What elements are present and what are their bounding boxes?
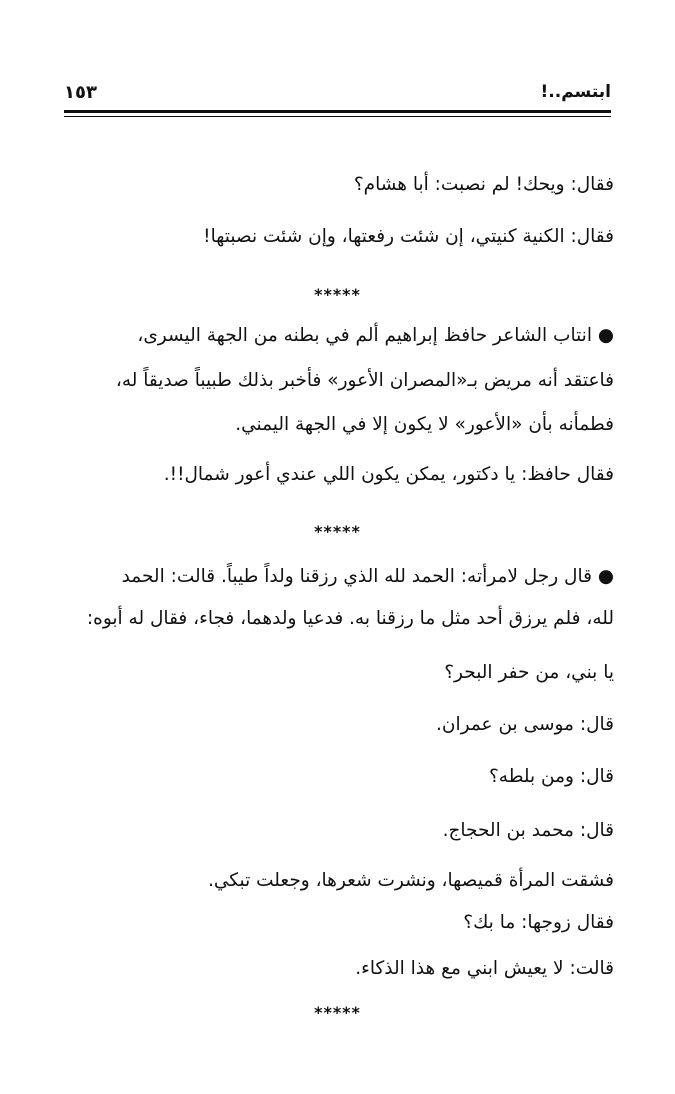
section-separator: ***** [314, 522, 361, 541]
text-line: قال: محمد بن الحجاج. [442, 820, 614, 841]
text-line: فقال: ويحك! لم نصبت: أبا هشام؟ [353, 174, 614, 195]
header-rule-thick [64, 110, 611, 113]
header-rule-thin [64, 116, 611, 117]
text-line: لله، فلم يرزق أحد مثل ما رزقنا به. فدعيا ولدهما، فجاء، فقال له أبوه: [86, 608, 614, 629]
text-line: فطمأنه بأن «الأعور» لا يكون إلا في الجهة اليمني. [235, 414, 614, 435]
text-line: ● انتاب الشاعر حافظ إبراهيم ألم في بطنه من الجهة اليسرى، [137, 325, 614, 346]
text-line: فشقت المرأة قميصها، ونشرت شعرها، وجعلت تبكي. [207, 870, 614, 891]
section-separator: ***** [314, 1003, 361, 1022]
text-line: فقال: الكنية كنيتي، إن شئت رفعتها، وإن شئت نصبتها! [203, 226, 614, 247]
text-line: قال: موسى بن عمران. [436, 714, 614, 735]
page-number: ١٥٣ [64, 82, 97, 103]
running-header [64, 82, 611, 108]
text-line: ● قال رجل لامرأته: الحمد لله الذي رزقنا ولداً طيباً. قالت: الحمد [121, 566, 614, 587]
text-line: قال: ومن بلطه؟ [488, 766, 614, 787]
text-line: فقال زوجها: ما بك؟ [463, 912, 614, 933]
running-title: ابتسم..! [540, 82, 611, 102]
text-line: يا بني، من حفر البحر؟ [444, 662, 614, 683]
text-line: فاعتقد أنه مريض بـ«المصران الأعور» فأخبر بذلك طبيباً صديقاً له، [115, 370, 614, 391]
section-separator: ***** [314, 285, 361, 304]
text-line: فقال حافظ: يا دكتور، يمكن يكون اللي عندي أعور شمال!!. [163, 464, 614, 485]
text-line: قالت: لا يعيش ابني مع هذا الذكاء. [355, 958, 614, 979]
